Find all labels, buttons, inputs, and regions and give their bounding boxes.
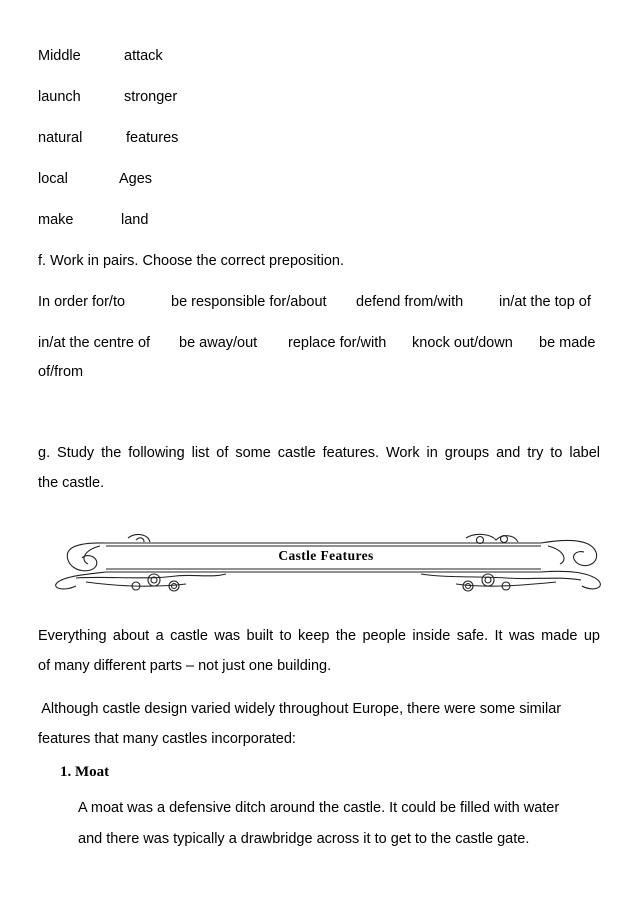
word-right-5: land <box>121 212 149 228</box>
moat-heading: 1. Moat <box>60 764 110 780</box>
word-left-2: launch <box>38 89 81 105</box>
word-right-2: stronger <box>124 89 178 105</box>
preposition-option: replace for/with <box>288 335 387 351</box>
preposition-option: in/at the centre of <box>38 335 151 351</box>
scroll-ornament-icon <box>36 530 616 600</box>
preposition-option: be responsible for/about <box>171 294 327 310</box>
preposition-option: In order for/to <box>38 294 126 310</box>
intro-p1-line-2: of many different parts – not just one building. <box>38 658 332 674</box>
exercise-g-line-2: the castle. <box>38 475 105 491</box>
castle-features-banner <box>36 530 616 600</box>
moat-line-2: and there was typically a drawbridge across it to get to the castle gate. <box>78 831 530 847</box>
preposition-option: of/from <box>38 364 84 380</box>
exercise-f-instruction: f. Work in pairs. Choose the correct preposition. <box>38 253 344 269</box>
word-left-3: natural <box>38 130 83 146</box>
word-right-4: Ages <box>119 171 153 187</box>
intro-p1-line-1: Everything about a castle was built to keep the people inside safe. It was made up <box>38 628 600 644</box>
moat-line-1: A moat was a defensive ditch around the castle. It could be filled with water <box>78 800 560 816</box>
preposition-option: defend from/with <box>356 294 464 310</box>
preposition-option: in/at the top of <box>499 294 591 310</box>
word-right-3: features <box>126 130 179 146</box>
word-left-4: local <box>38 171 68 187</box>
banner-title: Castle Features <box>278 548 374 563</box>
preposition-option: be made <box>539 335 596 351</box>
word-left-1: Middle <box>38 48 81 64</box>
exercise-g-line-1: g. Study the following list of some castle features. Work in groups and try to label <box>38 445 600 461</box>
preposition-option: knock out/down <box>412 335 513 351</box>
preposition-option: be away/out <box>179 335 258 351</box>
intro-p2-line-1: Although castle design varied widely throughout Europe, there were some similar <box>38 701 562 717</box>
intro-p2-line-2: features that many castles incorporated: <box>38 731 296 747</box>
word-left-5: make <box>38 212 74 228</box>
word-right-1: attack <box>124 48 163 64</box>
